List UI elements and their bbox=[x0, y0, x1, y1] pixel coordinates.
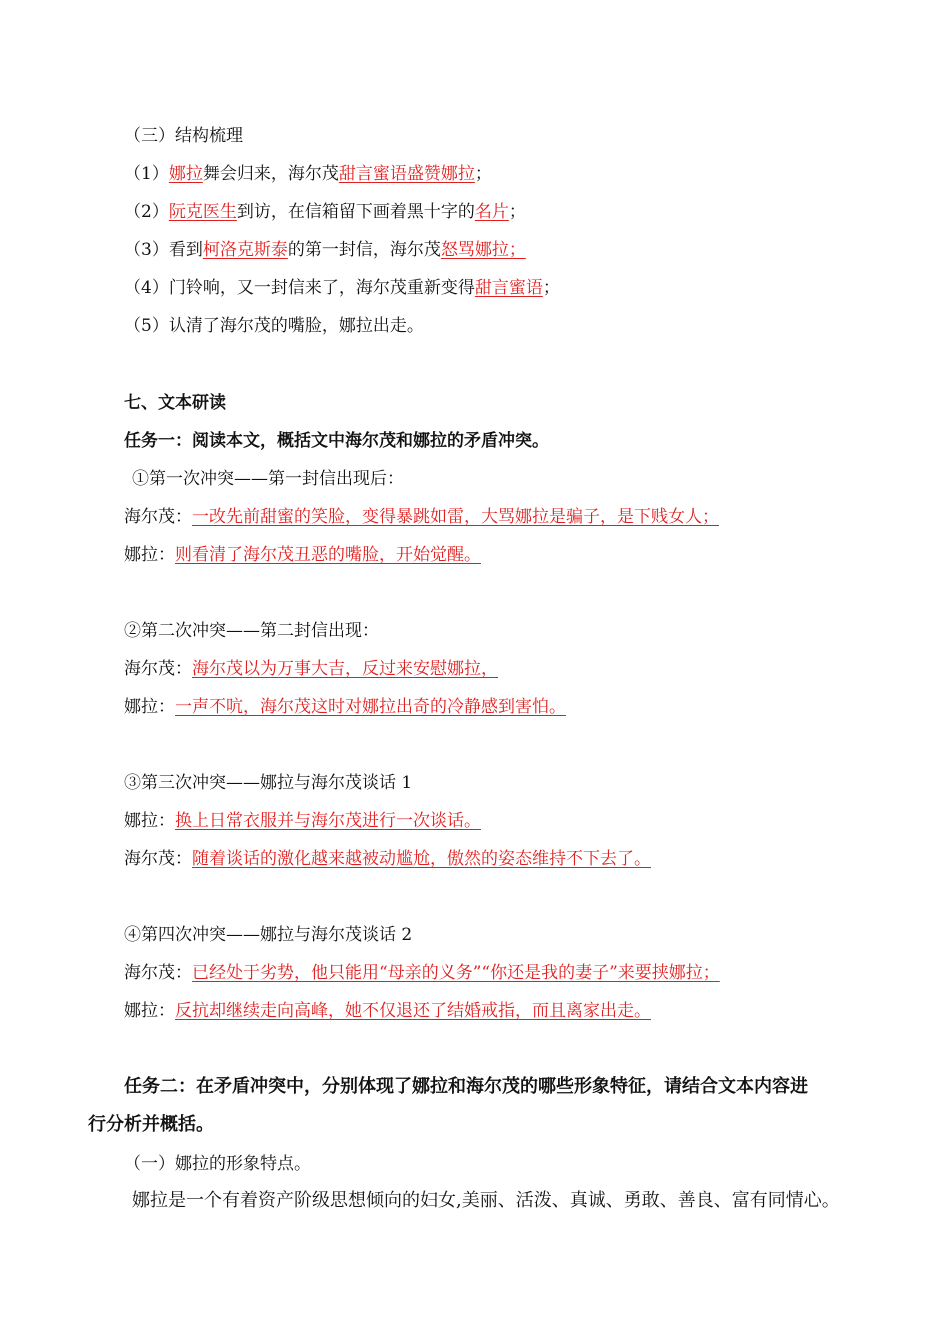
item-answer: 甜言蜜语 bbox=[474, 278, 543, 298]
task1-title: 任务一：阅读本文，概括文中海尔茂和娜拉的矛盾冲突。 bbox=[124, 431, 549, 451]
item-text: ； bbox=[474, 164, 492, 184]
answer-text: 海尔茂以为万事大吉，反过来安慰娜拉， bbox=[192, 659, 498, 679]
conflict-3-title: ③第三次冲突——娜拉与海尔茂谈话 1 bbox=[124, 773, 413, 793]
conflict-4-line-2 bbox=[124, 1000, 651, 1022]
answer-text: 已经处于劣势，他只能用“母亲的义务”“你还是我的妻子”来要挟娜拉； bbox=[192, 963, 720, 983]
conflict-1-title: ①第一次冲突——第一封信出现后： bbox=[132, 469, 404, 489]
conflict-4-title: ④第四次冲突——娜拉与海尔茂谈话 2 bbox=[124, 925, 413, 945]
item-answer: 名片 bbox=[474, 202, 509, 222]
conflict-1-line-2 bbox=[124, 544, 481, 566]
answer-text: 一声不吭，海尔茂这时对娜拉出奇的冷静感到害怕。 bbox=[175, 697, 566, 717]
conflict-4-line-1 bbox=[124, 962, 720, 984]
item-text: （2） bbox=[124, 202, 169, 222]
structure-item-4 bbox=[124, 277, 560, 299]
structure-item-5 bbox=[124, 315, 424, 337]
speaker-label: 海尔茂： bbox=[124, 849, 192, 869]
conflict-2-title: ②第二次冲突——第二封信出现： bbox=[124, 621, 379, 641]
speaker-label: 娜拉： bbox=[124, 545, 175, 565]
conflict-1-line-1 bbox=[124, 506, 719, 528]
item-text: 的第一封信，海尔茂 bbox=[287, 240, 441, 260]
reading-heading: 七、文本研读 bbox=[124, 393, 226, 413]
item-text: 舞会归来，海尔茂 bbox=[202, 164, 339, 184]
answer-text: 反抗却继续走向高峰，她不仅退还了结婚戒指，而且离家出走。 bbox=[175, 1001, 651, 1021]
speaker-label: 娜拉： bbox=[124, 1001, 175, 1021]
structure-heading: （三）结构梳理 bbox=[124, 126, 243, 146]
nora-heading: （一）娜拉的形象特点。 bbox=[124, 1154, 311, 1174]
nora-description: 娜拉是一个有着资产阶级思想倾向的妇女,美丽、活泼、真诚、勇敢、善良、富有同情心。 bbox=[132, 1190, 840, 1211]
item-answer: 怒骂娜拉； bbox=[440, 240, 526, 260]
item-answer: 娜拉 bbox=[168, 164, 203, 184]
item-text: （3）看到 bbox=[124, 240, 203, 260]
item-text: （1） bbox=[124, 164, 169, 184]
answer-text: 一改先前甜蜜的笑脸，变得暴跳如雷，大骂娜拉是骗子，是下贱女人； bbox=[192, 507, 719, 527]
conflict-2-line-2 bbox=[124, 696, 566, 718]
structure-item-1 bbox=[124, 163, 492, 185]
answer-text: 随着谈话的激化越来越被动尴尬，傲然的姿态维持不下去了。 bbox=[192, 849, 651, 869]
speaker-label: 海尔茂： bbox=[124, 507, 192, 527]
item-text: 到访，在信箱留下画着黑十字的 bbox=[236, 202, 475, 222]
conflict-3-line-1 bbox=[124, 810, 481, 832]
item-text: （5）认清了海尔茂的嘴脸，娜拉出走。 bbox=[124, 316, 424, 336]
speaker-label: 娜拉： bbox=[124, 811, 175, 831]
answer-text: 换上日常衣服并与海尔茂进行一次谈话。 bbox=[175, 811, 481, 831]
conflict-3-line-2 bbox=[124, 848, 651, 870]
speaker-label: 娜拉： bbox=[124, 697, 175, 717]
structure-item-3 bbox=[124, 239, 526, 261]
task2-title-line-2: 行分析并概括。 bbox=[88, 1114, 214, 1135]
task2-title-line-1: 任务二：在矛盾冲突中，分别体现了娜拉和海尔茂的哪些形象特征，请结合文本内容进 bbox=[124, 1076, 808, 1097]
item-answer: 甜言蜜语盛赞娜拉 bbox=[338, 164, 475, 184]
conflict-2-line-1 bbox=[124, 658, 498, 680]
item-answer: 阮克医生 bbox=[168, 202, 237, 222]
structure-item-2 bbox=[124, 201, 526, 223]
speaker-label: 海尔茂： bbox=[124, 659, 192, 679]
item-text: ； bbox=[508, 202, 526, 222]
answer-text: 则看清了海尔茂丑恶的嘴脸，开始觉醒。 bbox=[175, 545, 481, 565]
item-text: （4）门铃响，又一封信来了，海尔茂重新变得 bbox=[124, 278, 475, 298]
item-text: ； bbox=[542, 278, 560, 298]
item-answer: 柯洛克斯泰 bbox=[202, 240, 288, 260]
speaker-label: 海尔茂： bbox=[124, 963, 192, 983]
